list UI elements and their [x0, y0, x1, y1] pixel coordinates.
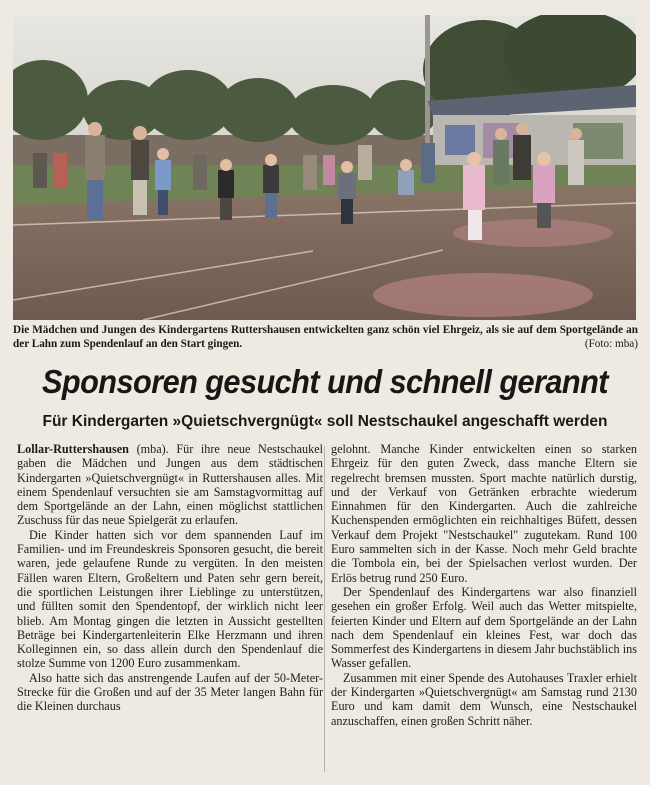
author-tag: (mba). — [136, 442, 169, 456]
news-photo — [13, 15, 636, 320]
paragraph: gelohnt. Manche Kinder entwickelten einen so starken Ehrgeiz für den guten Zweck, dass manche Eltern sie regelrecht bremsen mussten. Sport machte natürlich durstig, und der Verkauf von Getränken erbrachte wiederum Einnahmen für den Kindergarten. Auch die zahlreiche Kuchenspenden ermöglichten ein reichhaltiges Büfett, dessen Verkauf dem Projekt "Nestschaukel" zugutekam. Rund 100 Euro sammelten sich in der Kasse. Noch mehr Geld brachte die Tombola ein, bei der Spielsachen verlost wurden. Der Erlös betrug rund 250 Euro. — [331, 442, 637, 585]
article-column-1 — [17, 442, 323, 714]
photo-caption — [13, 323, 638, 351]
paragraph: Der Spendenlauf des Kindergartens war also finanziell gesehen ein großer Erfolg. Weil auch das Wetter mitspielte, feierten Kinder und Eltern auf dem Sportgelände an der Lahn nach dem Spendenlauf ein kleines Fest, war doch das Sommerfest des Kindergartens in diesem Jahr buchstäblich ins Wasser gefallen. — [331, 584, 637, 671]
photo-credit: (Foto: mba) — [584, 338, 638, 350]
photo-illustration — [13, 15, 636, 320]
headline: Sponsoren gesucht und schnell gerannt — [42, 363, 608, 400]
paragraph: Die Kinder hatten sich vor dem spannenden Lauf im Familien- und im Freundeskreis Sponsoren gesucht, die bereit waren, jede gelaufene Runde zu vergüten. In den meisten Fällen waren Eltern, Großeltern und Paten sehr gern bereit, die sportlichen Leistungen ihrer Lieblinge zu unterstützen, und füllten somit den Spendentopf, der wirklich nicht leer blieb. Am Montag gingen die letzten in Aussicht gestellten Beträge bei Kindergartenleiterin Elke Herzmann und ihren Kolleginnen ein, so dass allein durch den Spendenlauf die stolze Summe von 1200 Euro zusammenkam. — [17, 527, 323, 671]
caption-text: Die Mädchen und Jungen des Kindergartens Ruttershausen entwickelten ganz schön viel Ehrgeiz, als sie auf dem Sportgelände an der Lahn zum Spendenlauf an den Start gingen. — [13, 324, 638, 350]
paragraph: Zusammen mit einer Spende des Autohauses Traxler erhielt der Kindergarten »Quietschvergnügt« am Samstag rund 2130 Euro und kam damit dem Wunsch, eine Nestschaukel anzuschaffen, einen großen Schritt näher. — [331, 670, 637, 728]
subheadline: Für Kindergarten »Quietschvergnügt« soll Nestschaukel angeschafft werden — [42, 413, 608, 430]
dateline: Lollar-Ruttershausen — [17, 442, 129, 456]
paragraph — [17, 442, 323, 528]
paragraph-text: Für ihre neue Nestschaukel gaben die Mädchen und Jungen aus dem städtischen Kindergarten »Quietschvergnügt« in Ruttershausen alles. Mit einem Spendenlauf versuchten sie am Samstagvormittag auf dem Sportgelände an der Lahn, einen möglichst stattlichen Zuschuss für das neue Spielgerät zu erlaufen. — [17, 442, 324, 528]
column-divider — [324, 446, 325, 772]
paragraph: Also hatte sich das anstrengende Laufen auf der 50-Meter-Strecke für die Großen und auf der 35 Meter langen Bahn für die Kleinen durchaus — [17, 670, 323, 714]
article-column-2 — [331, 442, 637, 728]
